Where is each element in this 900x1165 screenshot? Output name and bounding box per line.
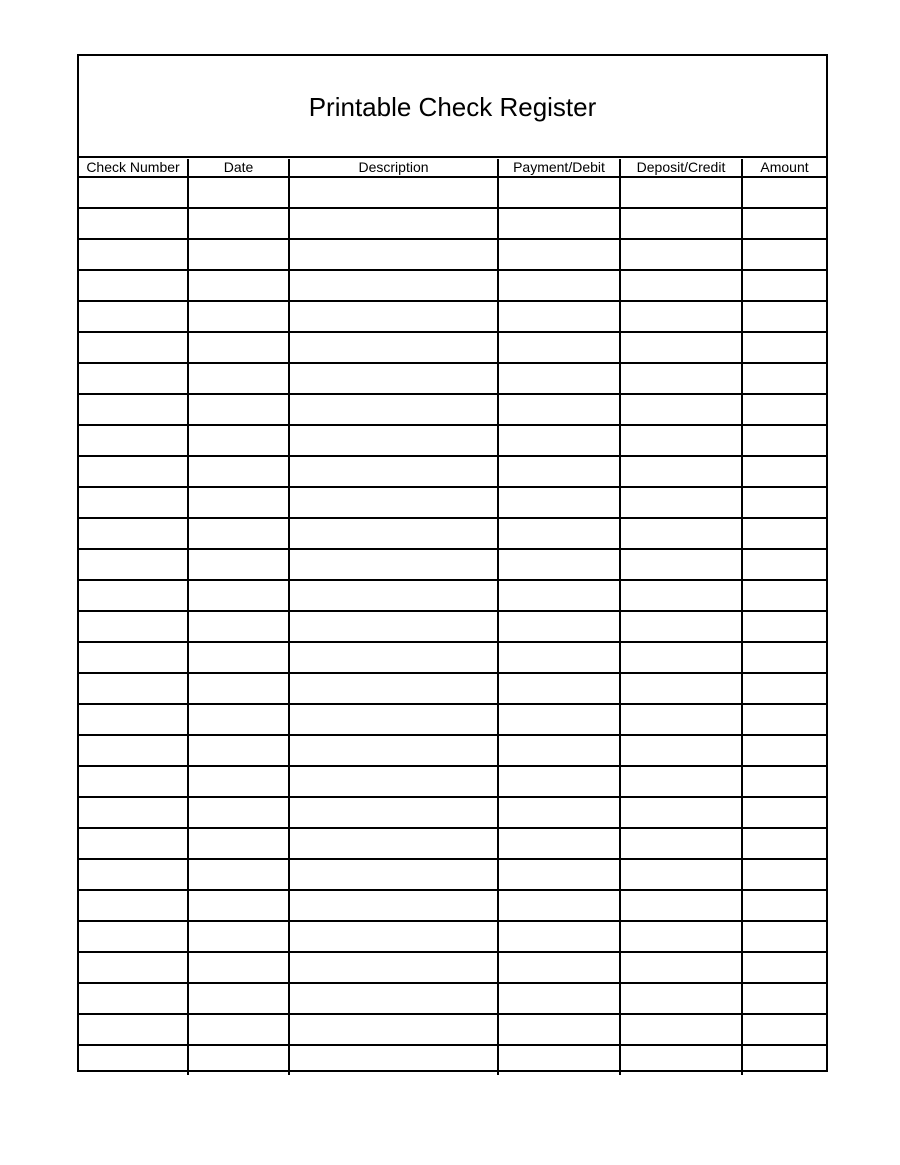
amount-cell: [742, 611, 826, 642]
description-cell: [289, 611, 498, 642]
payment-debit-cell: [498, 1014, 620, 1045]
date-cell: [188, 363, 289, 394]
check-number-cell: [79, 270, 188, 301]
page-title: Printable Check Register: [308, 91, 597, 122]
deposit-credit-cell: [620, 704, 742, 735]
date-cell: [188, 797, 289, 828]
check-number-cell: [79, 518, 188, 549]
deposit-credit-cell: [620, 766, 742, 797]
deposit-credit-cell: [620, 983, 742, 1014]
date-cell: [188, 1014, 289, 1045]
payment-debit-cell: [498, 735, 620, 766]
description-cell: [289, 487, 498, 518]
date-cell: [188, 766, 289, 797]
deposit-credit-cell: [620, 859, 742, 890]
description-cell: [289, 704, 498, 735]
description-cell: [289, 859, 498, 890]
description-cell: [289, 270, 498, 301]
description-cell: [289, 983, 498, 1014]
check-number-cell: [79, 425, 188, 456]
check-number-cell: [79, 704, 188, 735]
deposit-credit-cell: [620, 549, 742, 580]
description-cell: [289, 797, 498, 828]
table-row: [79, 518, 826, 549]
description-cell: [289, 425, 498, 456]
payment-debit-cell: [498, 890, 620, 921]
check-number-cell: [79, 735, 188, 766]
deposit-credit-cell: [620, 952, 742, 983]
deposit-credit-cell: [620, 363, 742, 394]
table-row: [79, 735, 826, 766]
deposit-credit-cell: [620, 580, 742, 611]
date-cell: [188, 239, 289, 270]
amount-cell: [742, 735, 826, 766]
header-row: [79, 159, 826, 177]
amount-cell: [742, 487, 826, 518]
amount-cell: [742, 518, 826, 549]
date-cell: [188, 208, 289, 239]
table-row: [79, 332, 826, 363]
check-number-cell: [79, 797, 188, 828]
table-row: [79, 549, 826, 580]
check-number-cell: [79, 239, 188, 270]
description-cell: [289, 580, 498, 611]
payment-debit-cell: [498, 828, 620, 859]
payment-debit-cell: [498, 952, 620, 983]
check-number-cell: [79, 580, 188, 611]
amount-cell: [742, 177, 826, 208]
table-row: [79, 890, 826, 921]
date-cell: [188, 735, 289, 766]
deposit-credit-cell: [620, 1014, 742, 1045]
deposit-credit-cell: [620, 828, 742, 859]
check-number-cell: [79, 952, 188, 983]
deposit-credit-cell: [620, 270, 742, 301]
amount-cell: [742, 642, 826, 673]
date-cell: [188, 704, 289, 735]
date-cell: [188, 301, 289, 332]
deposit-credit-cell: [620, 890, 742, 921]
description-cell: [289, 332, 498, 363]
amount-cell: [742, 425, 826, 456]
table-row: [79, 363, 826, 394]
payment-debit-cell: [498, 487, 620, 518]
table-row: [79, 580, 826, 611]
description-cell: [289, 518, 498, 549]
column-header-deposit-credit: Deposit/Credit: [620, 159, 742, 177]
check-number-cell: [79, 828, 188, 859]
payment-debit-cell: [498, 456, 620, 487]
description-cell: [289, 456, 498, 487]
date-cell: [188, 642, 289, 673]
payment-debit-cell: [498, 239, 620, 270]
date-cell: [188, 580, 289, 611]
table-row: [79, 177, 826, 208]
check-number-cell: [79, 549, 188, 580]
table-row: [79, 270, 826, 301]
payment-debit-cell: [498, 363, 620, 394]
description-cell: [289, 239, 498, 270]
description-cell: [289, 890, 498, 921]
description-cell: [289, 394, 498, 425]
deposit-credit-cell: [620, 611, 742, 642]
column-header-description: Description: [289, 159, 498, 177]
deposit-credit-cell: [620, 239, 742, 270]
check-number-cell: [79, 890, 188, 921]
deposit-credit-cell: [620, 921, 742, 952]
description-cell: [289, 766, 498, 797]
deposit-credit-cell: [620, 208, 742, 239]
deposit-credit-cell: [620, 518, 742, 549]
date-cell: [188, 394, 289, 425]
description-cell: [289, 549, 498, 580]
date-cell: [188, 890, 289, 921]
date-cell: [188, 828, 289, 859]
payment-debit-cell: [498, 177, 620, 208]
table-row: [79, 301, 826, 332]
date-cell: [188, 270, 289, 301]
payment-debit-cell: [498, 332, 620, 363]
payment-debit-cell: [498, 921, 620, 952]
table-row: [79, 921, 826, 952]
amount-cell: [742, 363, 826, 394]
payment-debit-cell: [498, 611, 620, 642]
description-cell: [289, 828, 498, 859]
deposit-credit-cell: [620, 456, 742, 487]
register-table: [79, 159, 826, 1075]
date-cell: [188, 425, 289, 456]
check-number-cell: [79, 1045, 188, 1075]
table-row: [79, 704, 826, 735]
column-header-amount: Amount: [742, 159, 826, 177]
amount-cell: [742, 766, 826, 797]
table-row: [79, 1014, 826, 1045]
description-cell: [289, 735, 498, 766]
check-number-cell: [79, 859, 188, 890]
check-number-cell: [79, 456, 188, 487]
check-number-cell: [79, 673, 188, 704]
check-number-cell: [79, 766, 188, 797]
table-row: [79, 208, 826, 239]
description-cell: [289, 1045, 498, 1075]
check-number-cell: [79, 642, 188, 673]
table-row: [79, 983, 826, 1014]
table-row: [79, 859, 826, 890]
date-cell: [188, 456, 289, 487]
payment-debit-cell: [498, 704, 620, 735]
check-number-cell: [79, 208, 188, 239]
payment-debit-cell: [498, 766, 620, 797]
amount-cell: [742, 921, 826, 952]
payment-debit-cell: [498, 673, 620, 704]
check-number-cell: [79, 301, 188, 332]
date-cell: [188, 487, 289, 518]
check-number-cell: [79, 363, 188, 394]
check-number-cell: [79, 394, 188, 425]
deposit-credit-cell: [620, 301, 742, 332]
table-row: [79, 425, 826, 456]
description-cell: [289, 673, 498, 704]
amount-cell: [742, 673, 826, 704]
amount-cell: [742, 456, 826, 487]
date-cell: [188, 983, 289, 1014]
amount-cell: [742, 704, 826, 735]
description-cell: [289, 177, 498, 208]
deposit-credit-cell: [620, 642, 742, 673]
check-number-cell: [79, 177, 188, 208]
date-cell: [188, 859, 289, 890]
table-row: [79, 239, 826, 270]
amount-cell: [742, 239, 826, 270]
table-row: [79, 487, 826, 518]
amount-cell: [742, 580, 826, 611]
amount-cell: [742, 983, 826, 1014]
check-number-cell: [79, 1014, 188, 1045]
deposit-credit-cell: [620, 487, 742, 518]
payment-debit-cell: [498, 301, 620, 332]
payment-debit-cell: [498, 983, 620, 1014]
column-header-check-number: Check Number: [79, 159, 188, 177]
payment-debit-cell: [498, 1045, 620, 1075]
amount-cell: [742, 1045, 826, 1075]
table-row: [79, 1045, 826, 1075]
check-number-cell: [79, 983, 188, 1014]
date-cell: [188, 332, 289, 363]
payment-debit-cell: [498, 394, 620, 425]
amount-cell: [742, 270, 826, 301]
check-number-cell: [79, 332, 188, 363]
date-cell: [188, 518, 289, 549]
table-row: [79, 642, 826, 673]
payment-debit-cell: [498, 208, 620, 239]
amount-cell: [742, 332, 826, 363]
payment-debit-cell: [498, 425, 620, 456]
table-row: [79, 394, 826, 425]
payment-debit-cell: [498, 580, 620, 611]
payment-debit-cell: [498, 859, 620, 890]
date-cell: [188, 673, 289, 704]
description-cell: [289, 363, 498, 394]
amount-cell: [742, 549, 826, 580]
amount-cell: [742, 208, 826, 239]
column-header-date: Date: [188, 159, 289, 177]
deposit-credit-cell: [620, 797, 742, 828]
table-row: [79, 952, 826, 983]
deposit-credit-cell: [620, 735, 742, 766]
description-cell: [289, 642, 498, 673]
date-cell: [188, 1045, 289, 1075]
description-cell: [289, 952, 498, 983]
deposit-credit-cell: [620, 177, 742, 208]
table-row: [79, 766, 826, 797]
deposit-credit-cell: [620, 425, 742, 456]
amount-cell: [742, 952, 826, 983]
title-area: [79, 56, 826, 158]
table-row: [79, 828, 826, 859]
amount-cell: [742, 890, 826, 921]
description-cell: [289, 301, 498, 332]
date-cell: [188, 177, 289, 208]
amount-cell: [742, 797, 826, 828]
column-header-payment-debit: Payment/Debit: [498, 159, 620, 177]
amount-cell: [742, 394, 826, 425]
deposit-credit-cell: [620, 332, 742, 363]
deposit-credit-cell: [620, 1045, 742, 1075]
description-cell: [289, 208, 498, 239]
check-number-cell: [79, 487, 188, 518]
amount-cell: [742, 828, 826, 859]
deposit-credit-cell: [620, 673, 742, 704]
date-cell: [188, 921, 289, 952]
table-row: [79, 797, 826, 828]
amount-cell: [742, 859, 826, 890]
deposit-credit-cell: [620, 394, 742, 425]
table-row: [79, 611, 826, 642]
payment-debit-cell: [498, 549, 620, 580]
amount-cell: [742, 1014, 826, 1045]
check-number-cell: [79, 611, 188, 642]
table-row: [79, 456, 826, 487]
register-body: [79, 177, 826, 1075]
description-cell: [289, 921, 498, 952]
amount-cell: [742, 301, 826, 332]
check-register: [77, 54, 828, 1072]
payment-debit-cell: [498, 270, 620, 301]
check-number-cell: [79, 921, 188, 952]
table-row: [79, 673, 826, 704]
payment-debit-cell: [498, 642, 620, 673]
payment-debit-cell: [498, 797, 620, 828]
date-cell: [188, 611, 289, 642]
payment-debit-cell: [498, 518, 620, 549]
date-cell: [188, 952, 289, 983]
date-cell: [188, 549, 289, 580]
description-cell: [289, 1014, 498, 1045]
